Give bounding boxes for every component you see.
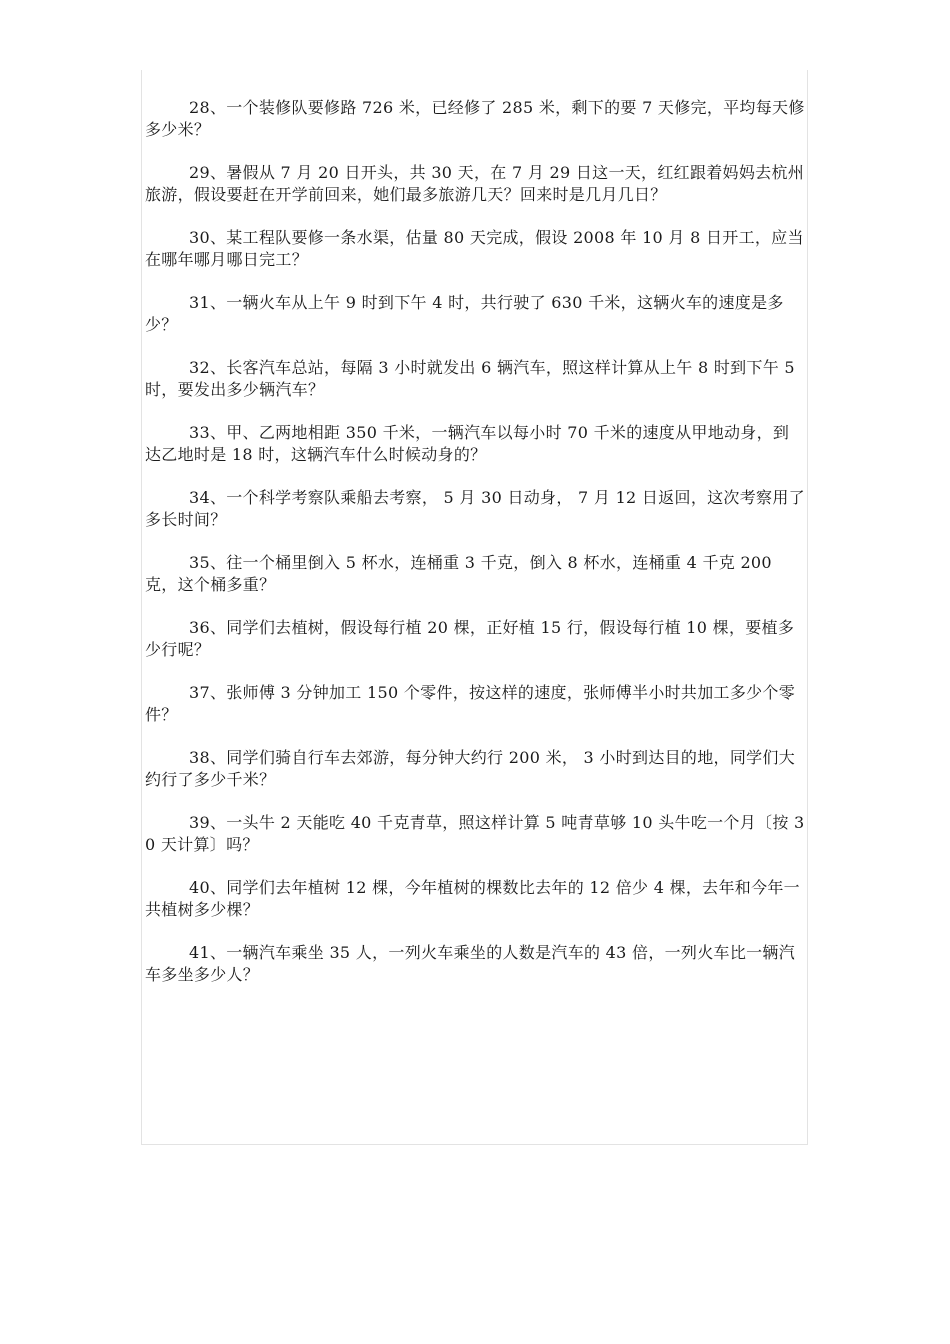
problem-35: 35、往一个桶里倒入 5 杯水，连桶重 3 千克，倒入 8 杯水，连桶重 4 千克 200 克，这个桶多重？ [145, 553, 772, 594]
problem-36: 36、同学们去植树，假设每行植 20 棵，正好植 15 行，假设每行植 10 棵，要植多少行呢？ [145, 618, 795, 659]
problem-41: 41、一辆汽车乘坐 35 人，一列火车乘坐的人数是汽车的 43 倍，一列火车比一辆汽车多坐多少人？ [145, 943, 796, 984]
problem-37: 37、张师傅 3 分钟加工 150 个零件，按这样的速度，张师傅半小时共加工多少个零件？ [145, 683, 796, 724]
problem-39: 39、一头牛 2 天能吃 40 千克青草，照这样计算 5 吨青草够 10 头牛吃一个月〔按 30 天计算〕吗？ [145, 813, 805, 854]
problem-list [145, 97, 805, 1007]
problem-33: 33、甲、乙两地相距 350 千米，一辆汽车以每小时 70 千米的速度从甲地动身，到达乙地时是 18 时，这辆汽车什么时候动身的？ [145, 423, 790, 464]
problem-31: 31、一辆火车从上午 9 时到下午 4 时，共行驶了 630 千米，这辆火车的速度是多少？ [145, 293, 784, 334]
problem-32: 32、长客汽车总站，每隔 3 小时就发出 6 辆汽车，照这样计算从上午 8 时到下午 5 时，要发出多少辆汽车？ [145, 358, 795, 399]
problem-34: 34、一个科学考察队乘船去考察， 5 月 30 日动身， 7 月 12 日返回，这次考察用了多长时间？ [145, 488, 805, 529]
problem-40: 40、同学们去年植树 12 棵，今年植树的棵数比去年的 12 倍少 4 棵，去年和今年一共植树多少棵？ [145, 878, 800, 919]
problem-30: 30、某工程队要修一条水渠，估量 80 天完成，假设 2008 年 10 月 8 日开工，应当在哪年哪月哪日完工？ [145, 228, 804, 269]
problem-38: 38、同学们骑自行车去郊游，每分钟大约行 200 米， 3 小时到达目的地，同学们大约行了多少千米？ [145, 748, 796, 789]
problem-29: 29、暑假从 7 月 20 日开头，共 30 天，在 7 月 29 日这一天，红红跟着妈妈去杭州旅游，假设要赶在开学前回来，她们最多旅游几天？回来时是几月几日？ [145, 163, 805, 204]
problem-28: 28、一个装修队要修路 726 米，已经修了 285 米，剩下的要 7 天修完，平均每天修多少米？ [145, 98, 805, 139]
